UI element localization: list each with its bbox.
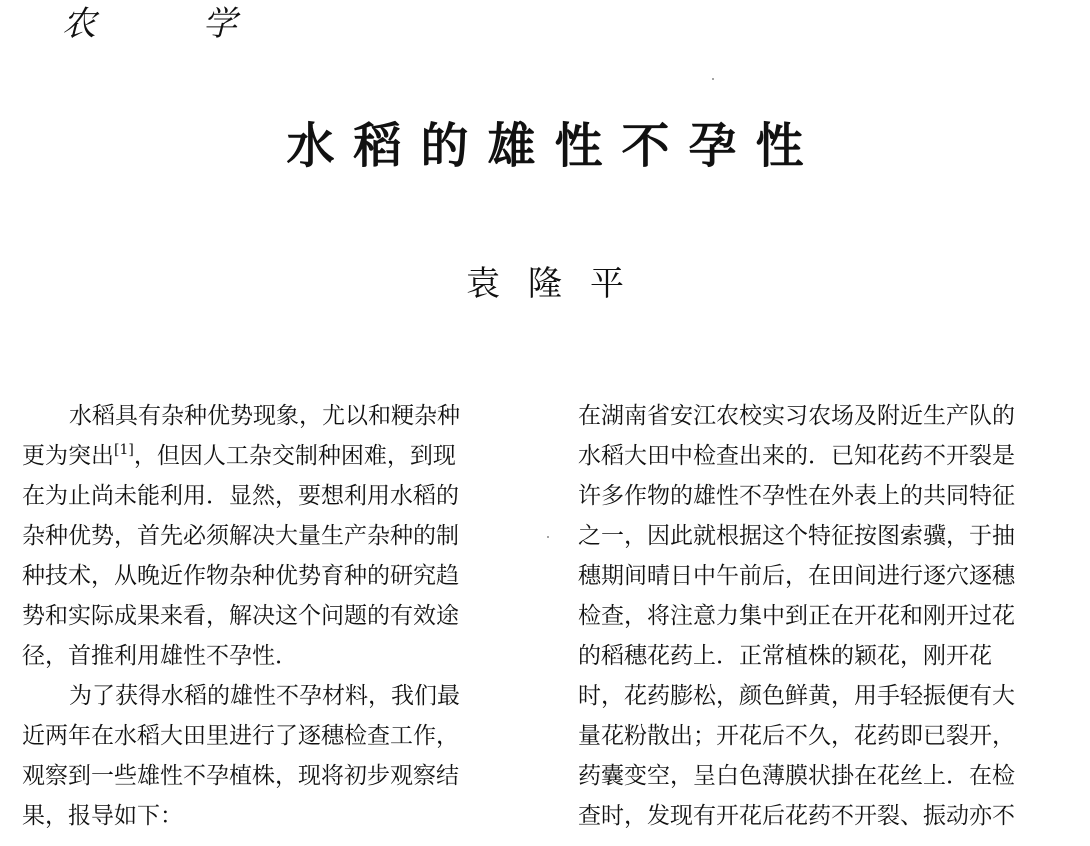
right-column: [578, 396, 1083, 836]
paragraph-line: 在为止尚未能利用．显然，要想利用水稻的: [22, 483, 459, 509]
line-text: ，但因人工杂交制种困难，到现: [133, 443, 456, 469]
citation-marker: [1]: [114, 442, 134, 458]
scan-speck: [547, 536, 549, 538]
paragraph-line: 时，花药膨松，颜色鲜黄，用手轻振便有大: [578, 683, 1015, 709]
paragraph-line: 穗期间晴日中午前后，在田间进行逐穴逐穗: [578, 563, 1015, 589]
paragraph-line: 径，首推利用雄性不孕性．: [22, 643, 298, 669]
paragraph-line: 检查，将注意力集中到正在开花和刚开过花: [578, 603, 1015, 629]
paragraph-line: 种技术，从晚近作物杂种优势育种的研究趋: [22, 563, 459, 589]
paragraph-line: 许多作物的雄性不孕性在外表上的共同特征: [578, 483, 1015, 509]
scan-speck: [712, 78, 714, 80]
paragraph-line: 观察到一些雄性不孕植株，现将初步观察结: [22, 763, 459, 789]
paragraph-line: 之一，因此就根据这个特征按图索骥，于抽: [578, 523, 1015, 549]
paragraph-line: 势和实际成果来看，解决这个问题的有效途: [22, 603, 459, 629]
paragraph-line: 果，报导如下：: [22, 803, 183, 829]
paragraph-line: 药囊变空，呈白色薄膜状掛在花丝上．在检: [578, 763, 1015, 789]
paragraph-line: 水稻大田中检查出来的．已知花药不开裂是: [578, 443, 1015, 469]
paragraph-line: 近两年在水稻大田里进行了逐穗检查工作，: [22, 723, 459, 749]
paragraph-line: 在湖南省安江农校实习农场及附近生产队的: [578, 403, 1015, 429]
section-label: 农 学: [62, 4, 285, 44]
paragraph-line: 水稻具有杂种优势现象，尤以和粳杂种: [69, 403, 460, 429]
paragraph-line: [22, 436, 537, 476]
article-title: 水稻的雄性不孕性: [286, 118, 823, 174]
left-column: [22, 396, 537, 836]
paragraph-line: 的稻穗花药上．正常植株的颖花，刚开花: [578, 643, 992, 669]
paragraph-line: 杂种优势，首先必须解决大量生产杂种的制: [22, 523, 459, 549]
paragraph-line: 查时，发现有开花后花药不开裂、振动亦不: [578, 803, 1015, 829]
paragraph-line: 量花粉散出；开花后不久，花药即已裂开，: [578, 723, 1015, 749]
article-author: 袁隆平: [466, 264, 652, 304]
line-text: 更为突出: [22, 443, 114, 469]
paragraph-line: 为了获得水稻的雄性不孕材料，我们最: [69, 683, 460, 709]
